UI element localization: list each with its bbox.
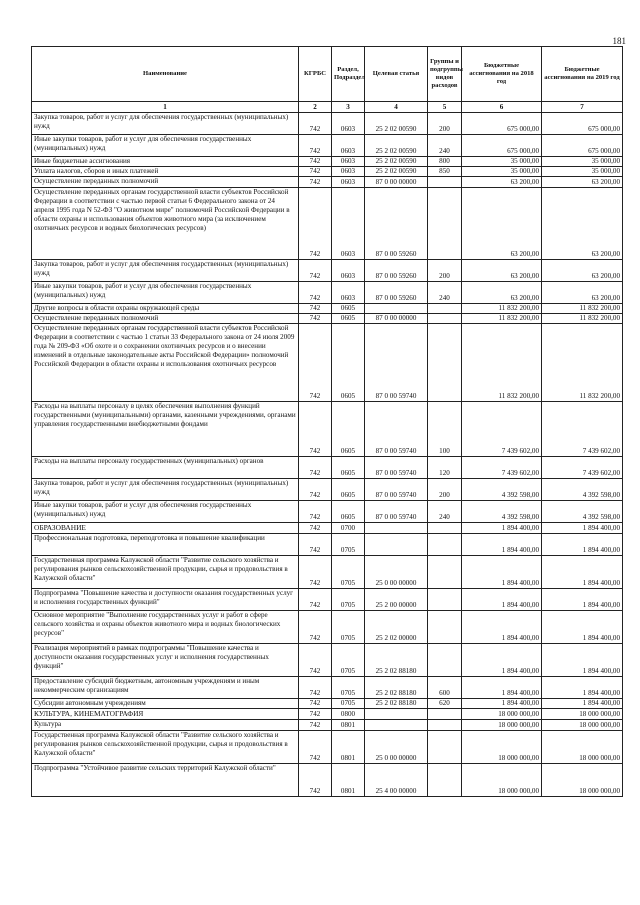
cell-vr: 620	[428, 699, 462, 709]
cell-vr: 240	[428, 135, 462, 157]
table-row	[32, 260, 623, 282]
table-row	[32, 157, 623, 167]
cell-razdel: 0603	[332, 188, 365, 260]
cell-y2018: 18 000 000,00	[462, 720, 542, 731]
column-number: 3	[332, 102, 365, 113]
cell-vr: 200	[428, 479, 462, 501]
cell-kgrbs: 742	[299, 479, 332, 501]
cell-kgrbs: 742	[299, 589, 332, 611]
cell-y2019: 11 832 200,00	[542, 304, 623, 314]
cell-y2018: 4 392 598,00	[462, 501, 542, 523]
cell-kgrbs: 742	[299, 731, 332, 764]
table-row	[32, 177, 623, 188]
cell-name: Осуществление переданных органам государственной власти субъектов Российской Федерации в соответствии с частью 1 статьи 33 Федерального закона от 24 июля 2009 года № 209-ФЗ «Об охоте и о сохранении охотничьих ресурсов и о внесении изменений в отдельные законодательные акты Российской Федерации» полномочий Российской Федерации в области охраны и использования охотничьих ресурсов	[32, 324, 299, 402]
cell-razdel: 0700	[332, 523, 365, 534]
cell-y2018: 63 200,00	[462, 260, 542, 282]
table-row	[32, 501, 623, 523]
header-article: Целевая статья	[365, 47, 428, 102]
cell-name: Культура	[32, 720, 299, 731]
cell-razdel: 0603	[332, 282, 365, 304]
cell-razdel: 0605	[332, 457, 365, 479]
cell-y2018: 1 894 400,00	[462, 523, 542, 534]
table-row	[32, 709, 623, 720]
cell-name: Уплата налогов, сборов и иных платежей	[32, 167, 299, 177]
cell-y2019: 63 200,00	[542, 177, 623, 188]
cell-name: Подпрограмма "Устойчивое развитие сельских территорий Калужской области"	[32, 764, 299, 797]
cell-kgrbs: 742	[299, 720, 332, 731]
cell-razdel: 0801	[332, 720, 365, 731]
cell-razdel: 0603	[332, 260, 365, 282]
cell-name: Профессиональная подготовка, переподготовка и повышение квалификации	[32, 534, 299, 556]
cell-y2018: 1 894 400,00	[462, 644, 542, 677]
cell-vr	[428, 188, 462, 260]
page-number: 181	[612, 36, 626, 46]
cell-y2018: 675 000,00	[462, 113, 542, 135]
cell-razdel: 0801	[332, 731, 365, 764]
cell-kgrbs: 742	[299, 644, 332, 677]
cell-name: Иные закупки товаров, работ и услуг для обеспечения государственных (муниципальных) нужд	[32, 501, 299, 523]
cell-vr	[428, 556, 462, 589]
cell-vr	[428, 644, 462, 677]
cell-y2018: 18 000 000,00	[462, 764, 542, 797]
cell-y2019: 18 000 000,00	[542, 709, 623, 720]
cell-article	[365, 709, 428, 720]
cell-vr: 850	[428, 167, 462, 177]
cell-kgrbs: 742	[299, 764, 332, 797]
cell-razdel: 0603	[332, 167, 365, 177]
cell-y2018: 7 439 602,00	[462, 457, 542, 479]
table-row	[32, 611, 623, 644]
table-row	[32, 324, 623, 402]
cell-name: Расходы на выплаты персоналу в целях обеспечения выполнения функций государственными (муниципальными) органами, казенными учреждениями, органами управления государственными внебюджетными фондами	[32, 402, 299, 457]
cell-razdel: 0603	[332, 113, 365, 135]
cell-y2019: 7 439 602,00	[542, 402, 623, 457]
cell-name: Предоставление субсидий бюджетным, автономным учреждениям и иным некоммерческим организациям	[32, 677, 299, 699]
table-row	[32, 188, 623, 260]
table-header-row	[32, 47, 623, 102]
cell-name: Иные закупки товаров, работ и услуг для обеспечения государственных (муниципальных) нужд	[32, 135, 299, 157]
cell-y2019: 63 200,00	[542, 282, 623, 304]
cell-razdel: 0605	[332, 324, 365, 402]
cell-name: Другие вопросы в области охраны окружающей среды	[32, 304, 299, 314]
cell-y2018: 1 894 400,00	[462, 534, 542, 556]
header-2018: Бюджетные ассигнования на 2018 год	[462, 47, 542, 102]
table-row	[32, 523, 623, 534]
cell-article: 87 0 00 59260	[365, 282, 428, 304]
cell-kgrbs: 742	[299, 457, 332, 479]
table-row	[32, 731, 623, 764]
cell-kgrbs: 742	[299, 677, 332, 699]
cell-y2019: 18 000 000,00	[542, 731, 623, 764]
cell-kgrbs: 742	[299, 157, 332, 167]
cell-article: 25 2 02 00590	[365, 113, 428, 135]
cell-vr: 100	[428, 402, 462, 457]
cell-vr: 240	[428, 282, 462, 304]
cell-name: Закупка товаров, работ и услуг для обеспечения государственных (муниципальных) нужд	[32, 260, 299, 282]
column-number: 4	[365, 102, 428, 113]
table-row	[32, 699, 623, 709]
cell-y2018: 7 439 602,00	[462, 402, 542, 457]
cell-article	[365, 534, 428, 556]
cell-y2019: 18 000 000,00	[542, 764, 623, 797]
cell-article	[365, 720, 428, 731]
header-name: Наименование	[32, 47, 299, 102]
cell-y2018: 35 000,00	[462, 167, 542, 177]
table-row	[32, 720, 623, 731]
cell-name: Субсидии автономным учреждениям	[32, 699, 299, 709]
cell-y2019: 1 894 400,00	[542, 644, 623, 677]
cell-y2019: 11 832 200,00	[542, 324, 623, 402]
cell-razdel: 0705	[332, 534, 365, 556]
cell-name: Подпрограмма "Повышение качества и доступности оказания государственных услуг и исполнения государственных функций"	[32, 589, 299, 611]
header-2019: Бюджетные ассигнования на 2019 год	[542, 47, 623, 102]
cell-kgrbs: 742	[299, 709, 332, 720]
cell-vr	[428, 731, 462, 764]
column-number: 7	[542, 102, 623, 113]
cell-vr: 600	[428, 677, 462, 699]
cell-razdel: 0705	[332, 589, 365, 611]
cell-article: 25 2 02 88180	[365, 699, 428, 709]
cell-y2019: 18 000 000,00	[542, 720, 623, 731]
cell-kgrbs: 742	[299, 167, 332, 177]
table-row	[32, 677, 623, 699]
cell-y2019: 35 000,00	[542, 167, 623, 177]
header-kgrbs: КГРБС	[299, 47, 332, 102]
cell-y2019: 675 000,00	[542, 135, 623, 157]
cell-y2018: 18 000 000,00	[462, 731, 542, 764]
cell-vr: 800	[428, 157, 462, 167]
cell-article: 87 0 00 00000	[365, 177, 428, 188]
cell-y2018: 63 200,00	[462, 177, 542, 188]
cell-article: 87 0 00 59740	[365, 457, 428, 479]
cell-article: 87 0 00 59740	[365, 501, 428, 523]
cell-vr	[428, 314, 462, 324]
cell-name: Расходы на выплаты персоналу государственных (муниципальных) органов	[32, 457, 299, 479]
cell-kgrbs: 742	[299, 135, 332, 157]
table-row	[32, 282, 623, 304]
cell-y2019: 1 894 400,00	[542, 523, 623, 534]
cell-kgrbs: 742	[299, 177, 332, 188]
cell-kgrbs: 742	[299, 304, 332, 314]
cell-kgrbs: 742	[299, 260, 332, 282]
cell-vr: 200	[428, 260, 462, 282]
cell-name: Государственная программа Калужской области "Развитие сельского хозяйства и регулирования рынков сельскохозяйственной продукции, сырья и продовольствия в Калужской области"	[32, 556, 299, 589]
cell-article: 87 0 00 59260	[365, 260, 428, 282]
column-number: 6	[462, 102, 542, 113]
header-groups: Группы и подгруппы видов расходов	[428, 47, 462, 102]
cell-kgrbs: 742	[299, 501, 332, 523]
cell-kgrbs: 742	[299, 188, 332, 260]
cell-kgrbs: 742	[299, 402, 332, 457]
cell-name: Иные закупки товаров, работ и услуг для обеспечения государственных (муниципальных) нужд	[32, 282, 299, 304]
cell-vr	[428, 589, 462, 611]
table-row	[32, 479, 623, 501]
cell-y2019: 1 894 400,00	[542, 534, 623, 556]
cell-article: 25 4 00 00000	[365, 764, 428, 797]
cell-article: 25 2 00 00000	[365, 589, 428, 611]
cell-razdel: 0705	[332, 611, 365, 644]
cell-name: Закупка товаров, работ и услуг для обеспечения государственных (муниципальных) нужд	[32, 479, 299, 501]
column-number: 2	[299, 102, 332, 113]
column-number: 1	[32, 102, 299, 113]
cell-razdel: 0705	[332, 644, 365, 677]
cell-article: 25 2 02 88180	[365, 644, 428, 677]
cell-razdel: 0705	[332, 556, 365, 589]
cell-y2018: 1 894 400,00	[462, 677, 542, 699]
cell-razdel: 0705	[332, 677, 365, 699]
table-row	[32, 457, 623, 479]
column-number-row	[32, 102, 623, 113]
cell-vr	[428, 534, 462, 556]
cell-y2019: 4 392 598,00	[542, 501, 623, 523]
cell-name: ОБРАЗОВАНИЕ	[32, 523, 299, 534]
cell-y2019: 63 200,00	[542, 260, 623, 282]
cell-name: Реализация мероприятий в рамках подпрограммы "Повышение качества и доступности оказания государственных услуг и исполнения государственных функций"	[32, 644, 299, 677]
header-razdel: Раздел, Подраздел	[332, 47, 365, 102]
cell-y2019: 1 894 400,00	[542, 699, 623, 709]
cell-y2018: 11 832 200,00	[462, 324, 542, 402]
cell-y2019: 63 200,00	[542, 188, 623, 260]
cell-name: Основное мероприятие "Выполнение государственных услуг и работ в сфере сельского хозяйства и охраны объектов животного мира и водных биологических ресурсов"	[32, 611, 299, 644]
table-row	[32, 764, 623, 797]
cell-kgrbs: 742	[299, 282, 332, 304]
table-row	[32, 534, 623, 556]
column-number: 5	[428, 102, 462, 113]
cell-y2019: 1 894 400,00	[542, 556, 623, 589]
cell-name: Закупка товаров, работ и услуг для обеспечения государственных (муниципальных) нужд	[32, 113, 299, 135]
cell-razdel: 0705	[332, 699, 365, 709]
cell-y2019: 1 894 400,00	[542, 589, 623, 611]
cell-y2019: 35 000,00	[542, 157, 623, 167]
cell-vr	[428, 720, 462, 731]
cell-vr	[428, 764, 462, 797]
cell-razdel: 0801	[332, 764, 365, 797]
cell-y2019: 11 832 200,00	[542, 314, 623, 324]
cell-name: Осуществление переданных полномочий	[32, 177, 299, 188]
cell-article: 25 2 02 00590	[365, 167, 428, 177]
cell-vr: 240	[428, 501, 462, 523]
cell-name: Осуществление переданных полномочий	[32, 314, 299, 324]
cell-y2018: 35 000,00	[462, 157, 542, 167]
cell-name: КУЛЬТУРА, КИНЕМАТОГРАФИЯ	[32, 709, 299, 720]
cell-article: 25 2 02 00000	[365, 611, 428, 644]
cell-y2018: 1 894 400,00	[462, 611, 542, 644]
cell-y2019: 1 894 400,00	[542, 611, 623, 644]
cell-y2019: 1 894 400,00	[542, 677, 623, 699]
cell-vr	[428, 177, 462, 188]
table-body	[32, 113, 623, 797]
cell-vr	[428, 611, 462, 644]
table-row	[32, 556, 623, 589]
cell-article: 87 0 00 59260	[365, 188, 428, 260]
cell-name: Государственная программа Калужской области "Развитие сельского хозяйства и регулирования рынков сельскохозяйственной продукции, сырья и продовольствия в Калужской области"	[32, 731, 299, 764]
cell-article	[365, 523, 428, 534]
budget-table	[31, 46, 623, 797]
cell-kgrbs: 742	[299, 523, 332, 534]
cell-razdel: 0605	[332, 314, 365, 324]
cell-article: 25 2 02 00590	[365, 157, 428, 167]
cell-vr	[428, 304, 462, 314]
cell-article: 87 0 00 59740	[365, 402, 428, 457]
table-row	[32, 314, 623, 324]
cell-article: 25 2 02 88180	[365, 677, 428, 699]
cell-kgrbs: 742	[299, 314, 332, 324]
cell-article: 87 0 00 00000	[365, 314, 428, 324]
table-row	[32, 644, 623, 677]
cell-article: 87 0 00 59740	[365, 324, 428, 402]
cell-kgrbs: 742	[299, 324, 332, 402]
cell-y2019: 7 439 602,00	[542, 457, 623, 479]
cell-article: 87 0 00 59740	[365, 479, 428, 501]
cell-article: 25 2 02 00590	[365, 135, 428, 157]
cell-kgrbs: 742	[299, 699, 332, 709]
cell-razdel: 0605	[332, 402, 365, 457]
table-row	[32, 304, 623, 314]
cell-name: Иные бюджетные ассигнования	[32, 157, 299, 167]
table-row	[32, 589, 623, 611]
cell-y2018: 1 894 400,00	[462, 699, 542, 709]
cell-y2018: 18 000 000,00	[462, 709, 542, 720]
cell-razdel: 0603	[332, 177, 365, 188]
cell-name: Осуществление переданных органам государственной власти субъектов Российской Федерации в соответствии с частью первой статьи 6 Федерального закона от 24 апреля 1995 года N 52-ФЗ "О животном мире" полномочий Российской Федерации в области охраны и использования объектов животного мира (за исключением охотничьих ресурсов и водных биологических ресурсов)	[32, 188, 299, 260]
cell-y2019: 675 000,00	[542, 113, 623, 135]
cell-razdel: 0605	[332, 304, 365, 314]
cell-y2018: 63 200,00	[462, 188, 542, 260]
cell-y2018: 675 000,00	[462, 135, 542, 157]
cell-vr	[428, 324, 462, 402]
cell-kgrbs: 742	[299, 534, 332, 556]
cell-y2018: 11 832 200,00	[462, 314, 542, 324]
table-row	[32, 167, 623, 177]
cell-vr: 200	[428, 113, 462, 135]
cell-vr	[428, 709, 462, 720]
cell-kgrbs: 742	[299, 113, 332, 135]
cell-article: 25 0 00 00000	[365, 556, 428, 589]
table-row	[32, 113, 623, 135]
cell-vr	[428, 523, 462, 534]
cell-razdel: 0800	[332, 709, 365, 720]
cell-article: 25 0 00 00000	[365, 731, 428, 764]
table-row	[32, 135, 623, 157]
cell-razdel: 0603	[332, 135, 365, 157]
cell-razdel: 0605	[332, 501, 365, 523]
cell-article	[365, 304, 428, 314]
cell-y2019: 4 392 598,00	[542, 479, 623, 501]
cell-y2018: 1 894 400,00	[462, 556, 542, 589]
cell-vr: 120	[428, 457, 462, 479]
cell-kgrbs: 742	[299, 611, 332, 644]
cell-y2018: 63 200,00	[462, 282, 542, 304]
cell-kgrbs: 742	[299, 556, 332, 589]
cell-razdel: 0605	[332, 479, 365, 501]
cell-y2018: 4 392 598,00	[462, 479, 542, 501]
table-row	[32, 402, 623, 457]
cell-razdel: 0603	[332, 157, 365, 167]
cell-y2018: 11 832 200,00	[462, 304, 542, 314]
cell-y2018: 1 894 400,00	[462, 589, 542, 611]
